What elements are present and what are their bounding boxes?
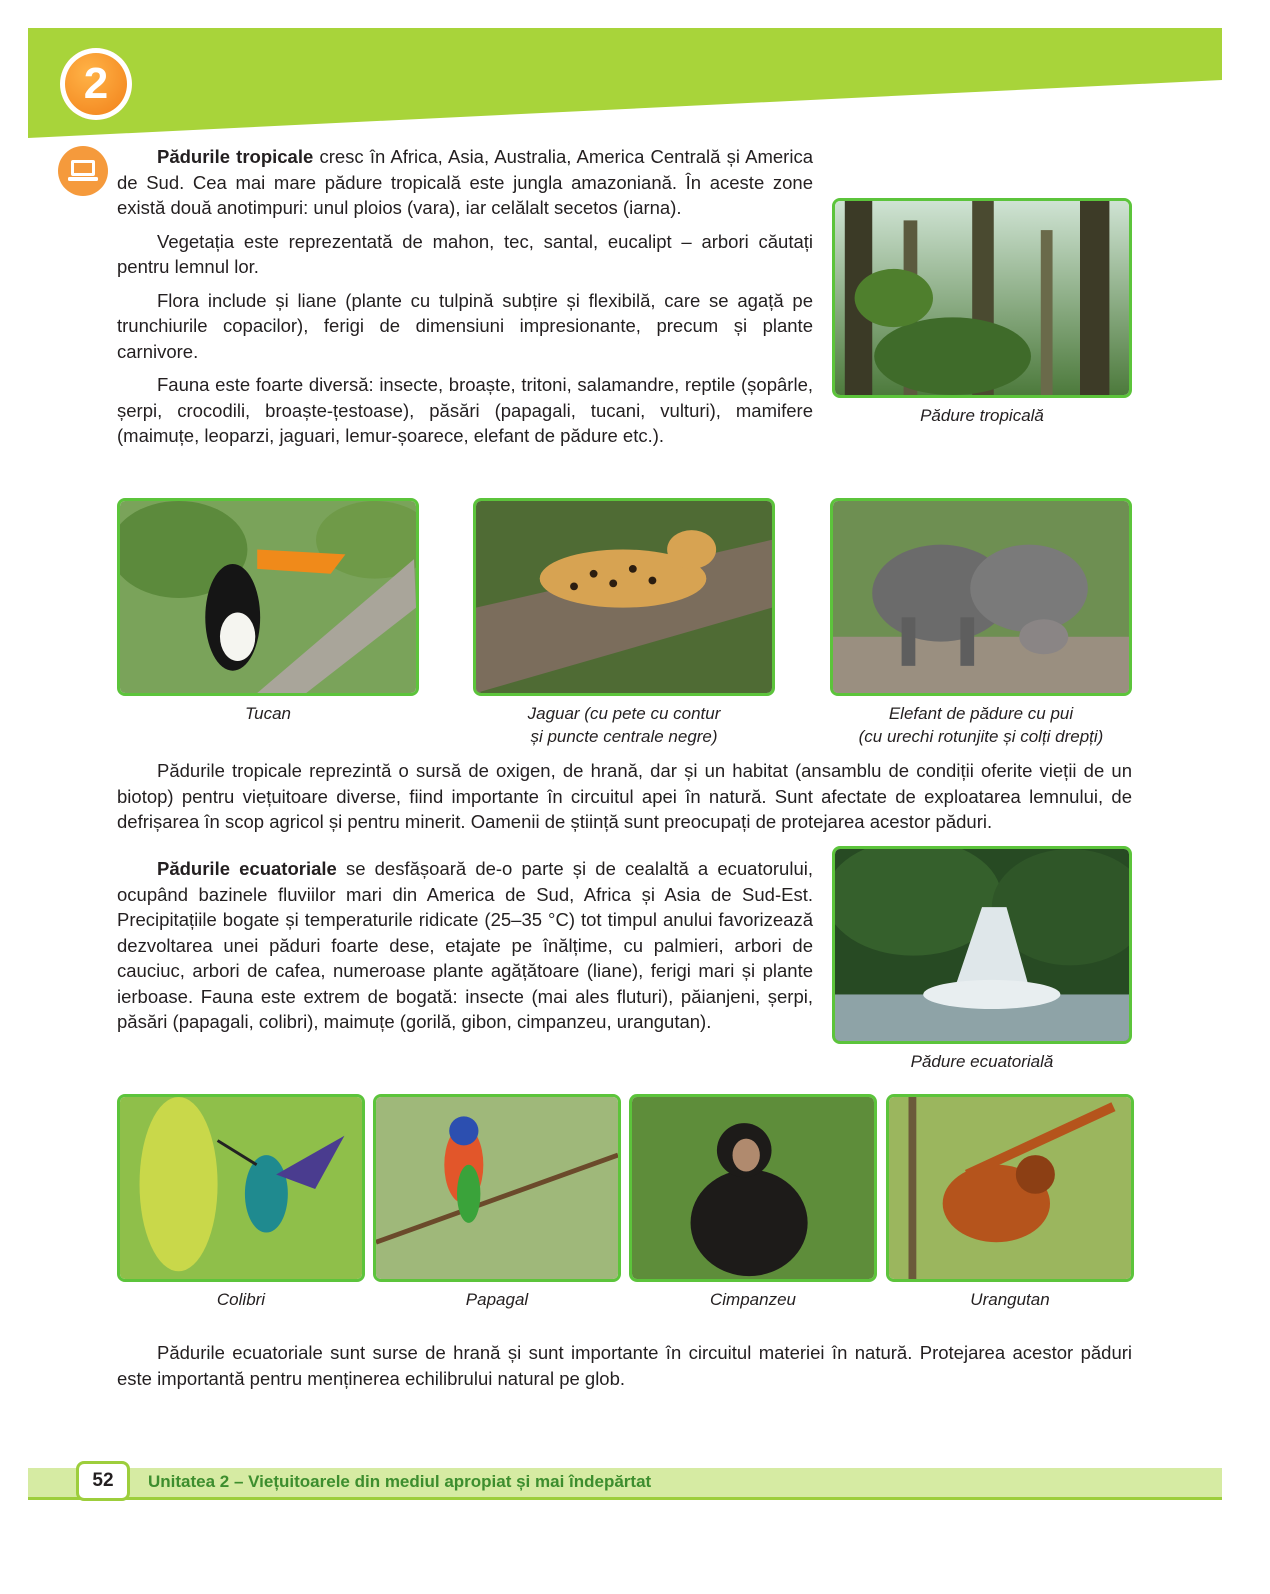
- footer-line: [28, 1497, 1222, 1500]
- jaguar-caption-line-1: Jaguar (cu pete cu contur: [527, 704, 721, 723]
- header-banner: [28, 28, 1242, 140]
- forest-elephant-photo: [830, 498, 1132, 696]
- page-number: 52: [76, 1461, 130, 1501]
- tropical-summary-text: [117, 758, 1132, 843]
- equatorial-paragraph-1: [117, 856, 813, 1035]
- tropical-paragraph-4: Fauna este foarte diversă: insecte, broaște, tritoni, salamandre, reptile (șopârle, șerpi, crocodili, broaște-țestoase), păsări (papagali, tucani, vulturi), mamifere (maimuțe, leoparzi, jaguari, lemur-șoarece, elefant de pădure etc.).: [117, 374, 813, 446]
- tropical-p1-text: cresc în Africa, Asia, Australia, America Centrală și America de Sud. Cea mai mare pădure tropicală este jungla amazoniană. În aceste zone există două anotimpuri: unul ploios (vara), iar celălalt secetos (iarna).: [117, 146, 813, 218]
- tropical-intro-text: [117, 144, 813, 457]
- parrot-photo: [373, 1094, 621, 1282]
- equatorial-summary-text: [117, 1340, 1132, 1399]
- elephant-caption-line-2: (cu urechi rotunjite și colți drepți): [858, 727, 1104, 746]
- equatorial-term: Pădurile ecuatoriale: [157, 858, 337, 879]
- jaguar-caption: [473, 702, 775, 748]
- orangutan-caption: Urangutan: [970, 1290, 1050, 1309]
- unit-number-badge: [60, 48, 132, 120]
- elephant-caption-line-1: Elefant de pădure cu pui: [888, 704, 1074, 723]
- equatorial-p1-text: se desfășoară de-o parte și de cealaltă a ecuatorului, ocupând bazinele fluviilor mari din America de Sud, Africa și Asia de Sud-Est. Precipitațiile bogate și temperaturile ridicate (25–35 °C) tot timpul anului favorizează dezvoltarea unei păduri foarte dese, etajate pe înălțime, cu palmieri, arbori de cauciuc, arbori de cafea, numeroase plante agățătoare (liane), ferigi mari și plante ierboase. Fauna este extrem de bogată: insecte (mai ales fluturi), păianjeni, șerpi, păsări (papagali, colibri), maimuțe (gorilă, gibon, cimpanzeu, urangutan).: [117, 858, 813, 1032]
- jaguar-caption-line-2: și puncte centrale negre): [530, 727, 718, 746]
- jaguar-photo: [473, 498, 775, 696]
- forest-elephant-caption: [830, 702, 1132, 748]
- footer-unit-title: Unitatea 2 – Viețuitoarele din mediul apropiat și mai îndepărtat: [148, 1472, 652, 1491]
- tropical-term: Pădurile tropicale: [157, 146, 314, 167]
- hummingbird-caption: Colibri: [216, 1290, 266, 1309]
- equatorial-forest-caption: Pădure ecuatorială: [910, 1052, 1054, 1071]
- equatorial-forest-photo: [832, 846, 1132, 1044]
- tropical-forest-caption: Pădure tropicală: [920, 406, 1044, 425]
- tropical-paragraph-2: Vegetația este reprezentată de mahon, tec, santal, eucalipt – arbori căutați pentru lemnul lor.: [117, 230, 813, 277]
- computer-icon[interactable]: [58, 146, 108, 196]
- tropical-paragraph-3: Flora include și liane (plante cu tulpină subțire și flexibilă, care se agață pe trunchiurile copacilor), ferigi de dimensiuni impresionante, precum și plante carnivore.: [117, 289, 813, 362]
- tropical-paragraph-5: Pădurile tropicale reprezintă o sursă de oxigen, de hrană, dar și un habitat (ansamblu de condiții oferite vieții de un biotop) pentru viețuitoare diverse, fiind importante în circuitul apei în natură. Sunt afectate de exploatarea lemnului, de defrișarea în scop agricol și pentru minerit. Oamenii de știință sunt preocupați de protejarea acestor păduri.: [117, 760, 1132, 832]
- tropical-forest-photo: [832, 198, 1132, 398]
- equatorial-paragraph-2: Pădurile ecuatoriale sunt surse de hrană și sunt importante în circuitul materiei în natură. Protejarea acestor păduri este importantă pentru menținerea echilibrului natural pe glob.: [117, 1342, 1132, 1389]
- chimpanzee-caption: Cimpanzeu: [710, 1290, 796, 1309]
- unit-number: 2: [83, 59, 109, 108]
- hummingbird-photo: [117, 1094, 365, 1282]
- orangutan-photo: [886, 1094, 1134, 1282]
- parrot-caption: Papagal: [465, 1290, 529, 1309]
- equatorial-intro-text: [117, 856, 813, 1043]
- chimpanzee-photo: [629, 1094, 877, 1282]
- tropical-paragraph-1: [117, 144, 813, 221]
- toucan-caption: Tucan: [245, 704, 291, 723]
- toucan-photo: [117, 498, 419, 696]
